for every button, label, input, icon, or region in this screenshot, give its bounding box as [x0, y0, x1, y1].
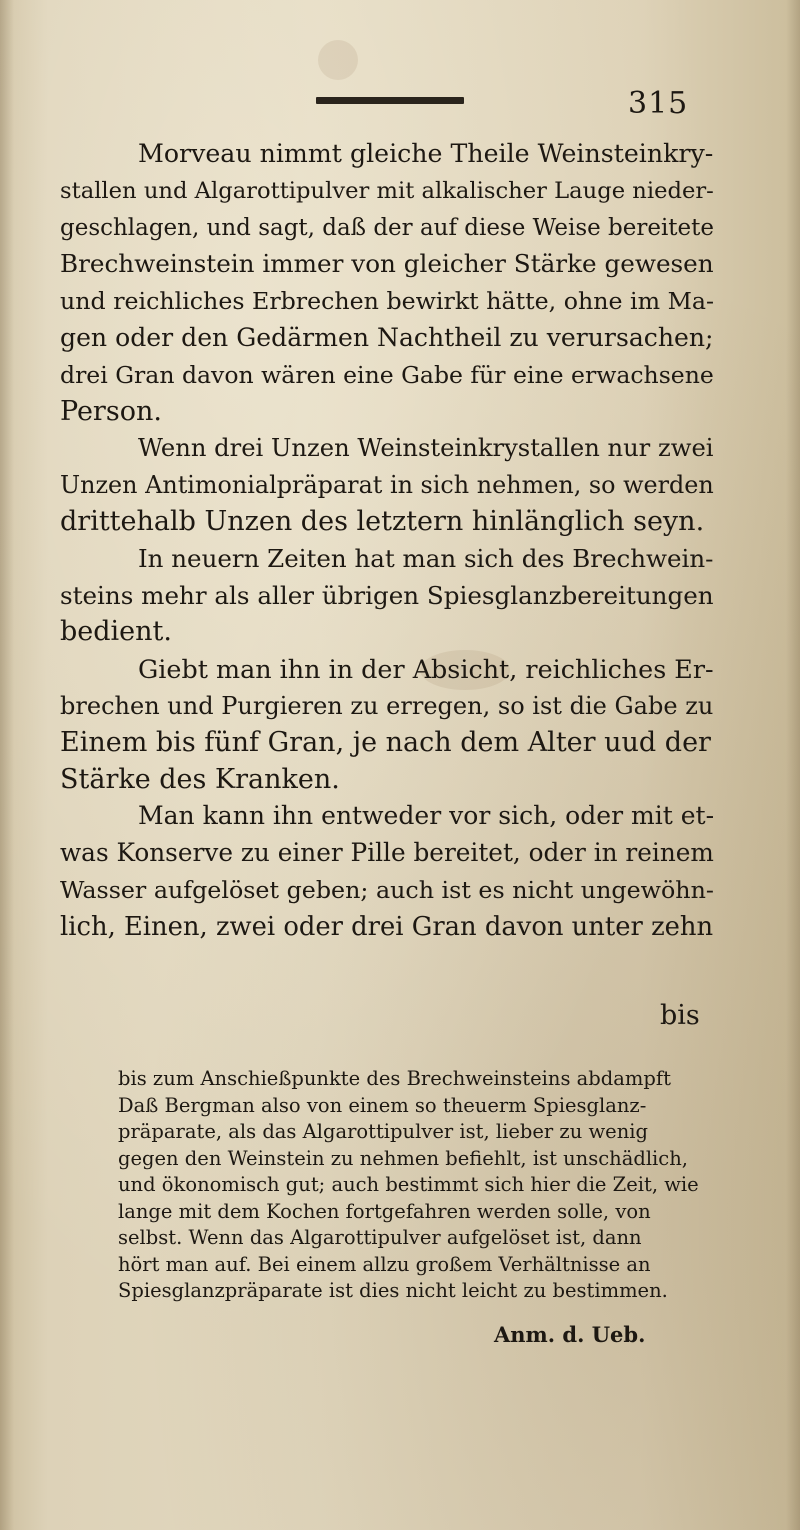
text-line: Person.: [60, 395, 162, 427]
text-line: Unzen Antimonialpräparat in sich nehmen, so werden: [60, 471, 714, 500]
text-line: Morveau nimmt gleiche Theile Weinsteinkry-: [138, 139, 714, 168]
text-line: und reichliches Erbrechen bewirkt hätte, ohne im Ma-: [60, 287, 714, 316]
paper-stain: [318, 40, 358, 80]
text-line: was Konserve zu einer Pille bereitet, oder in reinem: [60, 838, 714, 868]
footnote-line: und ökonomisch gut; auch bestimmt sich hier die Zeit, wie: [118, 1173, 699, 1196]
text-line: Giebt man ihn in der Absicht, reichliches Er-: [138, 654, 714, 685]
footnote-signature: Anm. d. Ueb.: [494, 1322, 646, 1347]
catchword: bis: [660, 1000, 700, 1031]
text-line: Stärke des Kranken.: [60, 763, 340, 795]
footnote-line: präparate, als das Algarottipulver ist, lieber zu wenig: [118, 1120, 648, 1143]
right-edge-shadow: [786, 0, 800, 1530]
text-line: drei Gran davon wären eine Gabe für eine erwachsene: [60, 360, 714, 389]
text-line: Einem bis fünf Gran, je nach dem Alter uud der: [60, 726, 711, 758]
text-line: Wenn drei Unzen Weinsteinkrystallen nur zwei: [138, 434, 714, 463]
text-line: Man kann ihn entweder vor sich, oder mit et-: [138, 801, 715, 831]
text-line: bedient.: [60, 616, 172, 648]
text-line: steins mehr als aller übrigen Spiesglanzbereitungen: [60, 580, 714, 610]
text-line: geschlagen, und sagt, daß der auf diese Weise bereitete: [60, 214, 714, 241]
page-number: 315: [628, 86, 689, 121]
footnote-line: lange mit dem Kochen fortgefahren werden solle, von: [118, 1199, 651, 1223]
footnote: [118, 1066, 708, 1305]
text-line: stallen und Algarottipulver mit alkalischer Lauge nieder-: [60, 177, 714, 204]
footnote-line: Spiesglanzpräparate ist dies nicht leicht zu bestimmen.: [118, 1279, 668, 1302]
footnote-line: selbst. Wenn das Algarottipulver aufgelöset ist, dann: [118, 1226, 642, 1249]
text-line: drittehalb Unzen des letztern hinlänglich seyn.: [60, 505, 705, 537]
header-rule: [316, 97, 464, 104]
text-line: gen oder den Gedärmen Nachtheil zu verursachen;: [60, 322, 714, 352]
text-line: brechen und Purgieren zu erregen, so ist die Gabe zu: [60, 691, 714, 720]
footnote-line: bis zum Anschießpunkte des Brechweinsteins abdampft: [118, 1067, 671, 1090]
footnote-line: Daß Bergman also von einem so theuerm Spiesglanz-: [118, 1093, 647, 1117]
text-line: Brechweinstein immer von gleicher Stärke gewesen: [60, 249, 714, 279]
left-edge-shadow: [0, 0, 14, 1530]
text-line: Wasser aufgelöset geben; auch ist es nicht ungewöhn-: [60, 875, 714, 904]
text-line: lich, Einen, zwei oder drei Gran davon unter zehn: [60, 911, 714, 942]
footnote-line: gegen den Weinstein zu nehmen befiehlt, ist unschädlich,: [118, 1146, 688, 1170]
text-line: In neuern Zeiten hat man sich des Brechwein-: [138, 543, 714, 573]
main-text: [60, 136, 714, 946]
footnote-line: hört man auf. Bei einem allzu großem Verhältnisse an: [118, 1252, 651, 1276]
